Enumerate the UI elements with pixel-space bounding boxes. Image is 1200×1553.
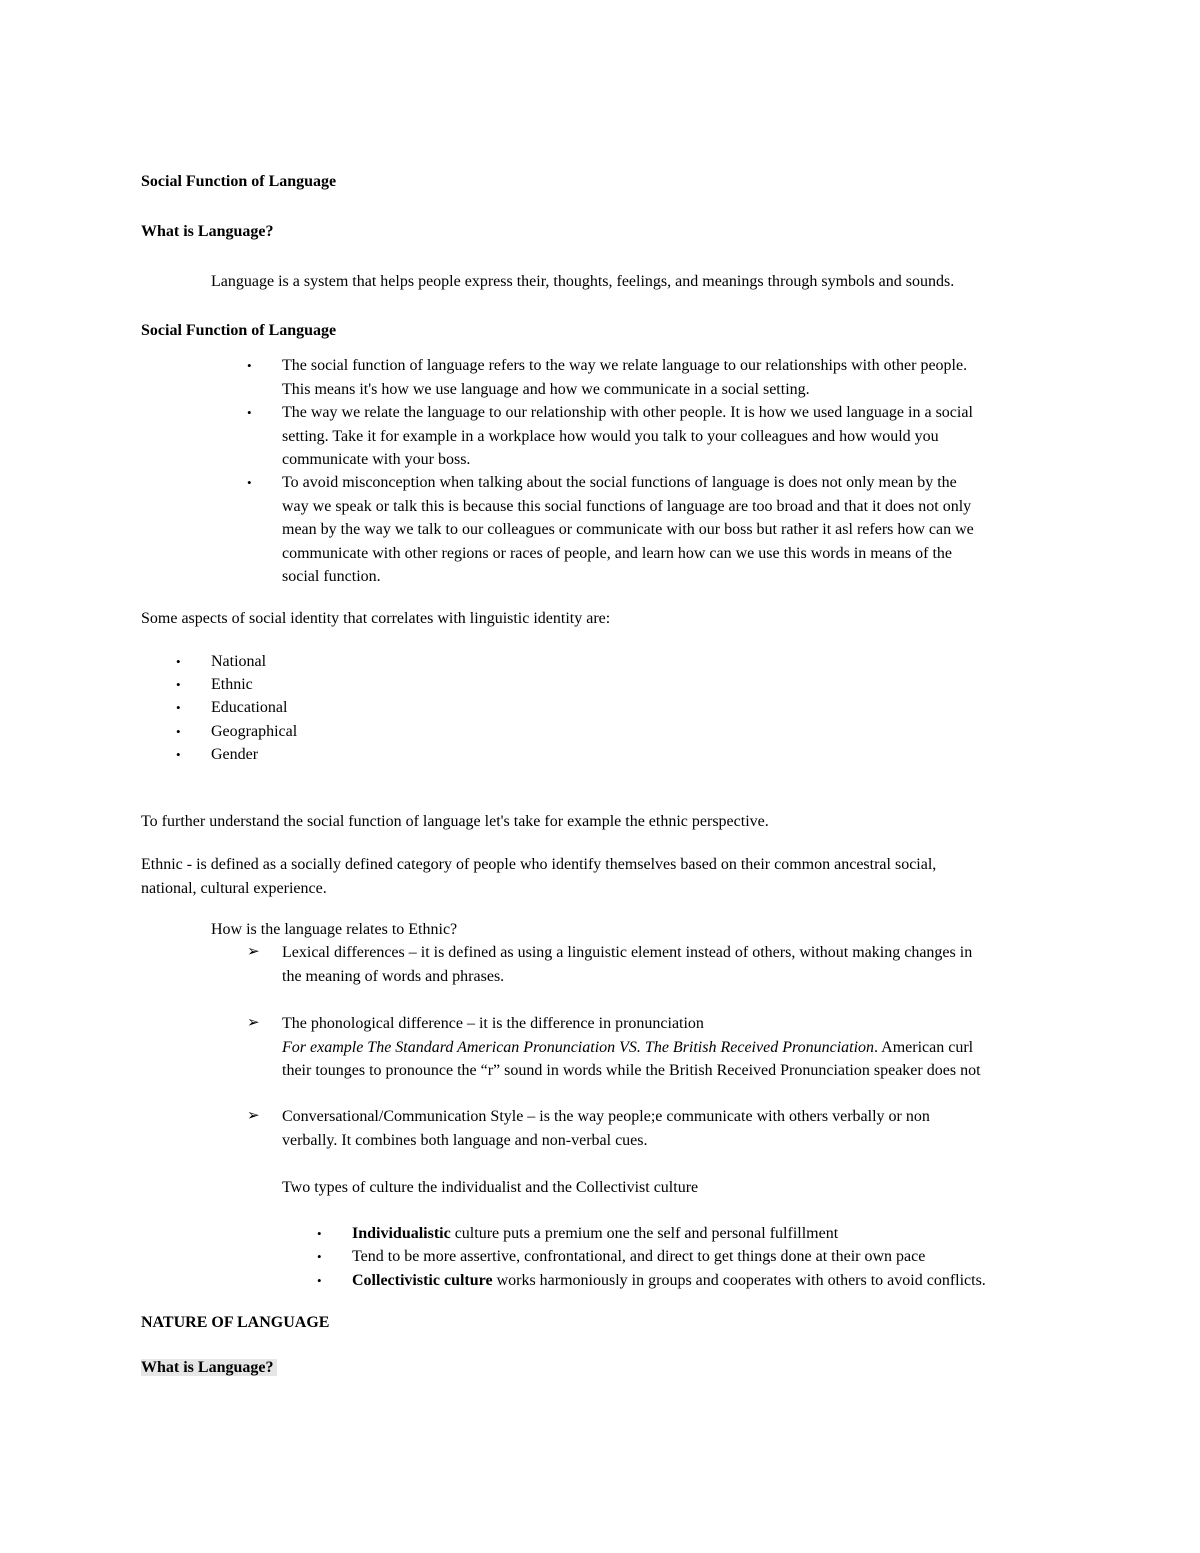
list-item-line: Conversational/Communication Style – is the way people;e communicate with others verbally or non xyxy=(282,1108,930,1125)
list-item: Ethnic xyxy=(211,676,253,693)
list-item-line: setting. Take it for example in a workplace how would you talk to your colleagues and how would you xyxy=(282,427,939,445)
heading-social-function-2: Social Function of Language xyxy=(141,322,337,339)
example-continuation: . American curl xyxy=(874,1038,974,1056)
list-item-line: mean by the way we talk to our colleagues or communicate with our boss but rather it asl refers how can we xyxy=(282,521,974,538)
term-individualistic: Individualistic xyxy=(352,1225,451,1242)
list-item xyxy=(352,1222,838,1246)
list-item xyxy=(352,1269,986,1293)
ethnic-definition xyxy=(141,853,936,900)
list-item-line: Lexical differences – it is defined as using a linguistic element instead of others, without making changes in xyxy=(282,944,973,961)
list-item-text: works harmoniously in groups and cooperates with others to avoid conflicts. xyxy=(492,1272,986,1289)
further-understand: To further understand the social function of language let's take for example the ethnic perspective. xyxy=(141,813,769,830)
phonological-difference xyxy=(282,1012,981,1083)
arrow-bullet-icon: ➢ xyxy=(247,944,260,960)
question-what-is-language-2 xyxy=(141,1356,277,1380)
paragraph-line: national, cultural experience. xyxy=(141,879,327,897)
list-item: Gender xyxy=(211,746,259,763)
bullet-icon: • xyxy=(317,1226,322,1241)
bullet-icon: • xyxy=(176,747,181,762)
highlighted-text: What is Language? xyxy=(141,1359,277,1376)
arrow-bullet-icon: ➢ xyxy=(247,1108,260,1124)
list-item-line: To avoid misconception when talking about the social functions of language is does not only mean by the xyxy=(282,474,957,491)
list-item xyxy=(282,401,973,472)
bullet-icon: • xyxy=(176,654,181,669)
list-item-line: verbally. It combines both language and non-verbal cues. xyxy=(282,1131,648,1149)
list-item-line: This means it's how we use language and how we communicate in a social setting. xyxy=(282,380,810,398)
list-item-line: communicate with your boss. xyxy=(282,451,471,468)
list-item-line: The social function of language refers to the way we relate language to our relationships with other people. xyxy=(282,357,968,374)
bullet-icon: • xyxy=(247,358,252,373)
bullet-icon: • xyxy=(176,724,181,739)
bullet-icon: • xyxy=(176,677,181,692)
list-item-line: The way we relate the language to our relationship with other people. It is how we used language in a social xyxy=(282,404,973,421)
list-item-line: The phonological difference – it is the difference in pronunciation xyxy=(282,1015,704,1032)
list-item xyxy=(282,471,974,589)
bullet-icon: • xyxy=(317,1273,322,1288)
list-item-line: way we speak or talk this is because this social functions of language are too broad and that it does not only xyxy=(282,497,972,515)
list-item-line: social function. xyxy=(282,568,381,585)
question-what-is-language: What is Language? xyxy=(141,223,274,240)
arrow-bullet-icon: ➢ xyxy=(247,1015,260,1031)
paragraph-line: Ethnic - is defined as a socially defined category of people who identify themselves based on their common ancestral social, xyxy=(141,856,937,873)
bullet-icon: • xyxy=(247,475,252,490)
list-item xyxy=(282,354,967,401)
italic-example: For example The Standard American Pronunciation VS. The British Received Pronunciation xyxy=(282,1038,875,1056)
list-item-line: the meaning of words and phrases. xyxy=(282,967,505,985)
aspects-intro: Some aspects of social identity that correlates with linguistic identity are: xyxy=(141,610,611,627)
term-collectivistic: Collectivistic culture xyxy=(352,1272,493,1289)
relates-question: How is the language relates to Ethnic? xyxy=(211,921,458,938)
bullet-icon: • xyxy=(317,1249,322,1264)
list-item: Geographical xyxy=(211,723,298,740)
heading-social-function: Social Function of Language xyxy=(141,173,337,190)
conversational-style xyxy=(282,1105,930,1152)
list-item-line: communicate with other regions or races of people, and learn how can we use this words in means of the xyxy=(282,544,953,562)
heading-nature-of-language: NATURE OF LANGUAGE xyxy=(141,1314,330,1331)
list-item-line: their tounges to pronounce the “r” sound in words while the British Received Pronunciation speaker does not xyxy=(282,1062,981,1079)
list-item: National xyxy=(211,653,267,670)
two-types-culture: Two types of culture the individualist and the Collectivist culture xyxy=(282,1179,699,1196)
lexical-differences xyxy=(282,941,972,988)
list-item-text: culture puts a premium one the self and personal fulfillment xyxy=(450,1225,839,1242)
list-item: Tend to be more assertive, confrontational, and direct to get things done at their own pace xyxy=(352,1248,926,1265)
list-item-line xyxy=(282,1036,981,1060)
list-item: Educational xyxy=(211,699,288,716)
language-definition: Language is a system that helps people express their, thoughts, feelings, and meanings through symbols and sounds. xyxy=(211,273,955,290)
bullet-icon: • xyxy=(247,405,252,420)
bullet-icon: • xyxy=(176,700,181,715)
